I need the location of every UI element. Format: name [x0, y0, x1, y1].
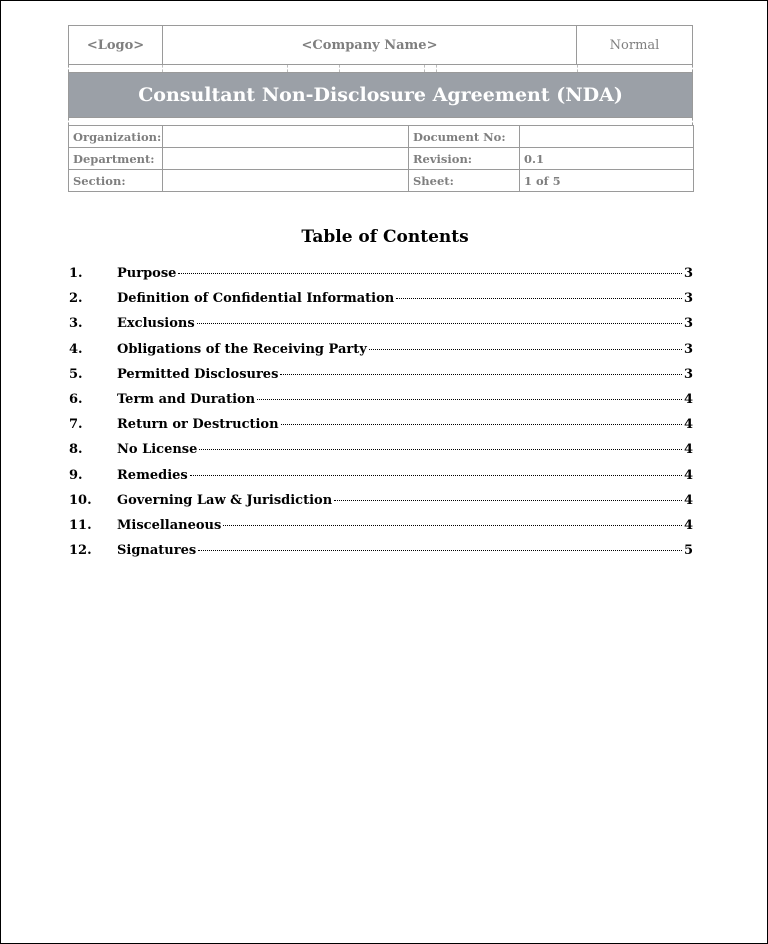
toc-entry-page: 4 — [684, 517, 694, 533]
toc-entry[interactable] — [69, 291, 692, 316]
company-name: <Company Name> — [163, 26, 577, 64]
toc-leader-dots — [190, 475, 682, 476]
info-row — [69, 148, 694, 170]
toc-entry[interactable] — [69, 442, 692, 467]
toc-entry-label: Return or Destruction — [117, 417, 279, 433]
department-label: Department: — [69, 148, 163, 170]
toc-entry-label: Definition of Confidential Information — [117, 291, 395, 307]
department-value — [163, 148, 409, 170]
organization-label: Organization: — [69, 126, 163, 148]
header-spacer-2 — [68, 118, 693, 125]
spacer-divider — [339, 65, 340, 72]
toc-entry-label: Purpose — [117, 266, 177, 281]
toc-entry-page: 4 — [684, 417, 694, 433]
header-spacer — [68, 65, 693, 72]
toc-leader-dots — [199, 449, 682, 450]
toc-entry-label: Exclusions — [117, 316, 195, 332]
toc-entry-number: 4. — [69, 341, 83, 357]
toc-entry-label: Governing Law & Jurisdiction — [117, 492, 333, 508]
toc-leader-dots — [280, 374, 682, 375]
toc-entry-number: 10. — [69, 492, 92, 508]
toc-entry-label: Obligations of the Receiving Party — [117, 341, 367, 357]
toc-entry-page: 3 — [684, 291, 694, 307]
spacer-divider — [424, 65, 425, 72]
toc-entry-page: 4 — [684, 492, 694, 508]
toc-entry-page: 3 — [684, 316, 694, 332]
toc-entry[interactable] — [69, 417, 692, 442]
document-title: Consultant Non-Disclosure Agreement (NDA) — [68, 72, 693, 118]
toc-entry-number: 2. — [69, 291, 83, 307]
toc-entry[interactable] — [69, 392, 692, 417]
toc-leader-dots — [281, 424, 682, 425]
document-no-label: Document No: — [409, 126, 520, 148]
toc-entry-page: 3 — [684, 366, 694, 382]
revision-label: Revision: — [409, 148, 520, 170]
table-of-contents — [69, 266, 692, 568]
toc-entry-number: 3. — [69, 316, 83, 332]
document-no-value — [520, 126, 694, 148]
spacer-divider — [577, 65, 578, 72]
toc-leader-dots — [334, 500, 682, 501]
toc-entry[interactable] — [69, 468, 692, 493]
section-value — [163, 170, 409, 192]
toc-entry-page: 3 — [684, 266, 694, 281]
toc-entry[interactable] — [69, 493, 692, 518]
toc-leader-dots — [257, 399, 682, 400]
sheet-value: 1 of 5 — [520, 170, 694, 192]
revision-value: 0.1 — [520, 148, 694, 170]
document-header — [68, 25, 693, 192]
toc-entry-number: 6. — [69, 391, 83, 407]
document-status: Normal — [609, 37, 660, 53]
toc-title: Table of Contents — [301, 227, 469, 247]
toc-entry-page: 4 — [684, 442, 694, 458]
toc-entry-page: 4 — [684, 467, 694, 483]
toc-entry-label: Term and Duration — [117, 391, 256, 407]
toc-entry[interactable] — [69, 543, 692, 568]
toc-entry[interactable] — [69, 367, 692, 392]
document-info-table — [68, 125, 694, 192]
toc-entry-number: 8. — [69, 442, 83, 458]
section-label: Section: — [69, 170, 163, 192]
toc-leader-dots — [369, 349, 682, 350]
toc-entry-label: Permitted Disclosures — [117, 366, 279, 382]
toc-leader-dots — [197, 323, 682, 324]
toc-entry-number: 1. — [69, 266, 83, 281]
toc-entry-page: 5 — [684, 543, 694, 559]
info-row — [69, 170, 694, 192]
toc-entry-label: Signatures — [117, 543, 197, 559]
toc-entry-number: 7. — [69, 417, 83, 433]
logo-placeholder: <Logo> — [69, 26, 163, 64]
toc-entry[interactable] — [69, 518, 692, 543]
spacer-divider — [162, 65, 163, 72]
toc-entry-number: 12. — [69, 543, 92, 559]
toc-entry-number: 9. — [69, 467, 83, 483]
toc-entry[interactable] — [69, 316, 692, 341]
toc-entry-page: 4 — [684, 391, 694, 407]
toc-leader-dots — [178, 273, 682, 274]
toc-leader-dots — [198, 550, 682, 551]
toc-leader-dots — [223, 525, 682, 526]
toc-entry-number: 11. — [69, 517, 92, 533]
toc-entry-page: 3 — [684, 341, 694, 357]
toc-entry[interactable] — [69, 342, 692, 367]
info-row — [69, 126, 694, 148]
toc-entry-label: Miscellaneous — [117, 517, 222, 533]
organization-value — [163, 126, 409, 148]
toc-entry-number: 5. — [69, 366, 83, 382]
header-top-row — [68, 25, 693, 65]
sheet-label: Sheet: — [409, 170, 520, 192]
spacer-divider — [436, 65, 437, 72]
toc-entry[interactable] — [69, 266, 692, 291]
toc-entry-label: Remedies — [117, 467, 188, 483]
toc-leader-dots — [396, 298, 682, 299]
toc-entry-label: No License — [117, 442, 198, 458]
spacer-divider — [287, 65, 288, 72]
